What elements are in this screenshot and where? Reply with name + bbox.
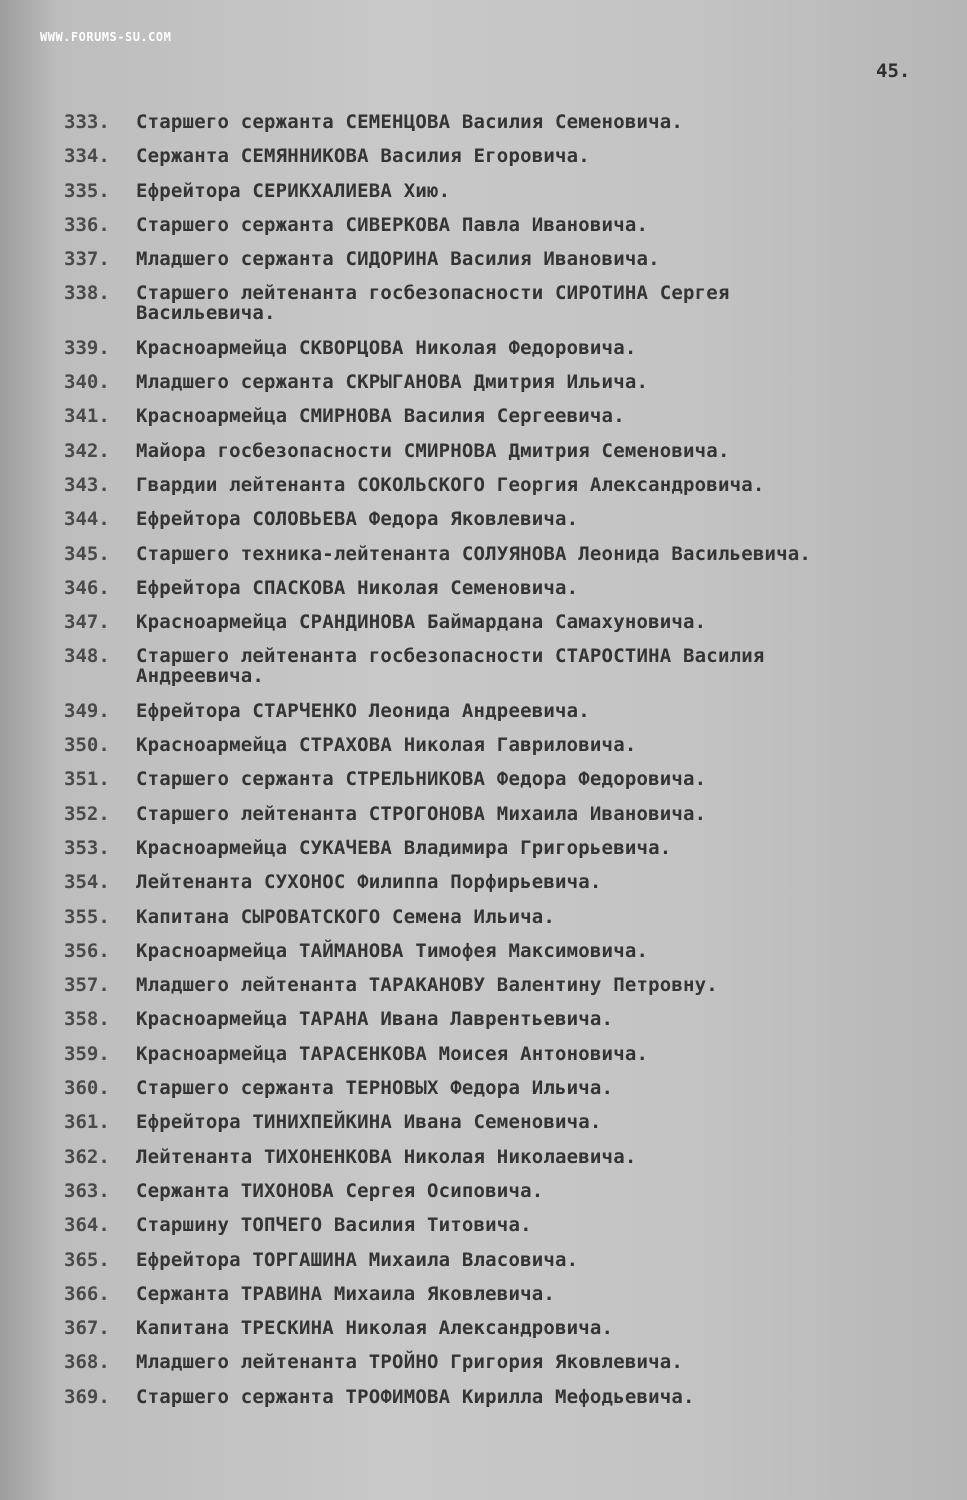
entry-text [136, 907, 954, 927]
list-item [64, 941, 954, 961]
entry-text-line: Старшего сержанта СЕМЕНЦОВА Василия Семеновича. [136, 111, 684, 133]
list-item [64, 338, 954, 358]
list-item [64, 181, 954, 201]
entry-number: 337. [64, 248, 110, 271]
entry-text [136, 1009, 954, 1029]
entry-text [136, 338, 954, 358]
entry-text [136, 1250, 954, 1270]
entry-number: 364. [64, 1214, 110, 1237]
entry-text [136, 1078, 954, 1098]
entry-number: 352. [64, 802, 110, 825]
list-item [64, 441, 954, 461]
entry-text-line: Старшего сержанта СТРЕЛЬНИКОВА Федора Федоровича. [136, 768, 707, 791]
entry-number: 336. [64, 213, 110, 236]
list-item [64, 372, 954, 392]
entry-text [136, 215, 954, 235]
entry-text [136, 612, 954, 632]
entry-text-line: Старшего сержанта ТРОФИМОВА Кирилла Мефодьевича. [136, 1385, 695, 1408]
entry-text [136, 941, 954, 961]
entry-text-line: Старшего сержанта ТЕРНОВЫХ Федора Ильича. [136, 1077, 614, 1100]
list-item [64, 646, 954, 686]
entry-text [136, 406, 954, 426]
entry-text [136, 441, 954, 461]
entry-text [136, 181, 954, 201]
entry-text-line: Красноармейца ТАРАСЕНКОВА Моисея Антоновича. [136, 1042, 649, 1065]
list-item [64, 907, 954, 927]
entry-text [136, 1387, 954, 1407]
entry-text-line: Ефрейтора СТАРЧЕНКО Леонида Андреевича. [136, 699, 590, 722]
list-item [64, 578, 954, 598]
entry-number: 360. [64, 1077, 110, 1100]
list-item [64, 1009, 954, 1029]
entry-text-line: Старшего лейтенанта госбезопасности СТАРОСТИНА Василия [136, 645, 765, 668]
list-item [64, 1284, 954, 1304]
entry-text [136, 578, 954, 598]
entry-text [136, 1112, 954, 1132]
entry-text [136, 646, 954, 686]
entry-text-line: Красноармейца СТРАХОВА Николая Гавриловича. [136, 734, 637, 757]
entry-text-line: Младшего лейтенанта ТАРАКАНОВУ Валентину Петровну. [136, 974, 718, 997]
list-item [64, 146, 954, 166]
entry-text-line: Ефрейтора ТОРГАШИНА Михаила Власовича. [136, 1248, 579, 1271]
entry-text-line: Красноармейца ТАРАНА Ивана Лаврентьевича. [136, 1008, 614, 1031]
entry-number: 355. [64, 905, 110, 928]
entry-text-line: Старшего сержанта СИВЕРКОВА Павла Ивановича. [136, 213, 649, 236]
entry-text-line: Сержанта СЕМЯННИКОВА Василия Егоровича. [136, 145, 590, 168]
entry-text [136, 1318, 954, 1338]
entry-text-line: Лейтенанта ТИХОНЕНКОВА Николая Николаевича. [136, 1145, 637, 1168]
entry-text-line: Младшего сержанта СКРЫГАНОВА Дмитрия Ильича. [136, 371, 649, 394]
entry-text-line: Ефрейтора СЕРИКХАЛИЕВА Хию. [136, 179, 451, 202]
entry-number: 347. [64, 611, 110, 634]
entry-text [136, 112, 954, 132]
list-item [64, 1147, 954, 1167]
list-item [64, 838, 954, 858]
entry-number: 368. [64, 1351, 110, 1374]
list-item [64, 701, 954, 721]
entry-number: 366. [64, 1282, 110, 1305]
entry-number: 349. [64, 699, 110, 722]
entry-number: 334. [64, 145, 110, 168]
entry-number: 357. [64, 974, 110, 997]
entry-text-line: Красноармейца СКВОРЦОВА Николая Федоровича. [136, 336, 637, 359]
list-item [64, 735, 954, 755]
entry-text [136, 769, 954, 789]
entry-text-line: Ефрейтора ТИНИХПЕЙКИНА Ивана Семеновича. [136, 1111, 602, 1134]
entry-text [136, 701, 954, 721]
entry-text [136, 1181, 954, 1201]
entry-text [136, 544, 954, 564]
entry-text-line: Красноармейца СМИРНОВА Василия Сергеевича. [136, 405, 625, 428]
list-item [64, 1181, 954, 1201]
entry-number: 369. [64, 1385, 110, 1408]
entry-number: 356. [64, 939, 110, 962]
entry-text-line: Красноармейца ТАЙМАНОВА Тимофея Максимовича. [136, 939, 649, 962]
entry-text-line: Ефрейтора СПАСКОВА Николая Семеновича. [136, 576, 579, 599]
entry-text-continuation: Андреевича. [136, 665, 265, 688]
entry-text [136, 475, 954, 495]
entry-number: 363. [64, 1179, 110, 1202]
entry-text [136, 1352, 954, 1372]
entry-text [136, 804, 954, 824]
list-item [64, 249, 954, 269]
entry-number: 359. [64, 1042, 110, 1065]
entry-text [136, 838, 954, 858]
entry-text [136, 1147, 954, 1167]
entry-text [136, 249, 954, 269]
list-item [64, 544, 954, 564]
list-item [64, 215, 954, 235]
entry-number: 362. [64, 1145, 110, 1168]
entry-text-line: Красноармейца СУКАЧЕВА Владимира Григорьевича. [136, 836, 672, 859]
list-item [64, 509, 954, 529]
entry-number: 353. [64, 836, 110, 859]
entry-number: 343. [64, 473, 110, 496]
entry-number: 340. [64, 371, 110, 394]
entry-text [136, 372, 954, 392]
list-item [64, 1352, 954, 1372]
entry-text-line: Старшего техника-лейтенанта СОЛУЯНОВА Леонида Васильевича. [136, 542, 812, 565]
entry-text [136, 509, 954, 529]
entry-text-line: Младшего лейтенанта ТРОЙНО Григория Яковлевича. [136, 1351, 684, 1374]
entry-text-continuation: Васильевича. [136, 302, 276, 325]
entry-text-line: Гвардии лейтенанта СОКОЛЬСКОГО Георгия Александровича. [136, 473, 765, 496]
entry-number: 344. [64, 508, 110, 531]
entry-text [136, 1215, 954, 1235]
entry-number: 358. [64, 1008, 110, 1031]
entry-text [136, 735, 954, 755]
entry-text-line: Ефрейтора СОЛОВЬЕВА Федора Яковлевича. [136, 508, 579, 531]
entry-text-line: Красноармейца СРАНДИНОВА Баймардана Самахуновича. [136, 611, 707, 634]
list-item [64, 1387, 954, 1407]
award-list [64, 112, 954, 1421]
list-item [64, 804, 954, 824]
list-item [64, 1318, 954, 1338]
entry-number: 348. [64, 645, 110, 668]
entry-text-line: Младшего сержанта СИДОРИНА Василия Ивановича. [136, 248, 660, 271]
entry-number: 367. [64, 1317, 110, 1340]
list-item [64, 872, 954, 892]
entry-number: 338. [64, 282, 110, 305]
entry-number: 365. [64, 1248, 110, 1271]
entry-text [136, 146, 954, 166]
entry-number: 345. [64, 542, 110, 565]
entry-text-line: Капитана СЫРОВАТСКОГО Семена Ильича. [136, 905, 556, 928]
entry-text-line: Сержанта ТИХОНОВА Сергея Осиповича. [136, 1179, 544, 1202]
list-item [64, 283, 954, 323]
list-item [64, 1044, 954, 1064]
page-number: 45. [876, 60, 911, 82]
entry-text-line: Сержанта ТРАВИНА Михаила Яковлевича. [136, 1282, 556, 1305]
entry-number: 354. [64, 871, 110, 894]
entry-text-line: Капитана ТРЕСКИНА Николая Александровича. [136, 1317, 614, 1340]
entry-number: 335. [64, 179, 110, 202]
list-item [64, 406, 954, 426]
list-item [64, 112, 954, 132]
list-item [64, 1078, 954, 1098]
entry-number: 339. [64, 336, 110, 359]
list-item [64, 1112, 954, 1132]
list-item [64, 475, 954, 495]
entry-number: 342. [64, 439, 110, 462]
entry-number: 341. [64, 405, 110, 428]
entry-text-line: Лейтенанта СУХОНОС Филиппа Порфирьевича. [136, 871, 602, 894]
entry-text [136, 283, 954, 323]
list-item [64, 1250, 954, 1270]
entry-number: 346. [64, 576, 110, 599]
site-watermark: WWW.FORUMS-SU.COM [40, 30, 172, 44]
list-item [64, 612, 954, 632]
entry-text [136, 1044, 954, 1064]
entry-number: 351. [64, 768, 110, 791]
list-item [64, 769, 954, 789]
entry-text-line: Старшего лейтенанта госбезопасности СИРОТИНА Сергея [136, 282, 730, 305]
entry-text [136, 1284, 954, 1304]
entry-text-line: Старшего лейтенанта СТРОГОНОВА Михаила Ивановича. [136, 802, 707, 825]
entry-text [136, 975, 954, 995]
entry-text [136, 872, 954, 892]
entry-number: 350. [64, 734, 110, 757]
entry-text-line: Старшину ТОПЧЕГО Василия Титовича. [136, 1214, 532, 1237]
entry-text-line: Майора госбезопасности СМИРНОВА Дмитрия Семеновича. [136, 439, 730, 462]
entry-number: 333. [64, 111, 110, 133]
list-item [64, 1215, 954, 1235]
list-item [64, 975, 954, 995]
entry-number: 361. [64, 1111, 110, 1134]
